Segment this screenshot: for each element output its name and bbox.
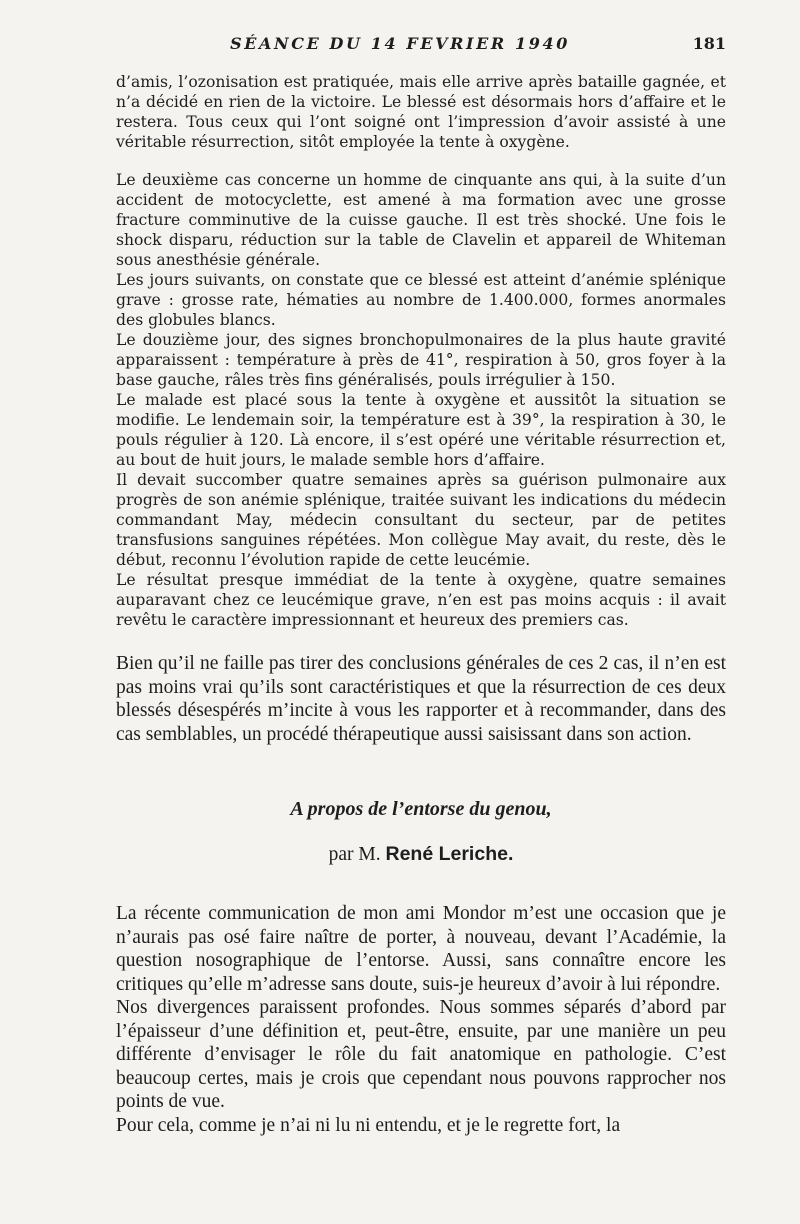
page-number: 181: [692, 34, 726, 53]
paragraph: Il devait succomber quatre semaines après sa guérison pulmonaire aux progrès de son anémie splénique, traitée suivant les indications du médecin commandant May, médecin consultant du secteur, par de petites transfusions sanguines répétées. Mon collègue May avait, du reste, dès le début, reconnu l’évolution rapide de cette leucémie.: [116, 471, 726, 569]
byline-prefix: par M.: [328, 844, 381, 865]
article-body: [116, 902, 726, 1137]
conclusion-paragraph: Bien qu’il ne faille pas tirer des conclusions générales de ces 2 cas, il n’en est pas moins vrai qu’ils sont caractéristiques et que la résurrection de ces deux blessés désespérés m’incite à vous les rapporter et à recommander, dans des cas semblables, un procédé thérapeutique aussi saisissant dans son action.: [116, 653, 726, 745]
text-body: [116, 72, 726, 1137]
article-byline: [116, 843, 726, 866]
case-report-section: [116, 72, 726, 630]
conclusion-section: [116, 652, 726, 746]
paragraph: d’amis, l’ozonisation est pratiquée, mais elle arrive après bataille gagnée, et n’a décidé en rien de la victoire. Le blessé est désormais hors d’affaire et le restera. Tous ceux qui l’ont soigné ont l’impression d’avoir assisté à une véritable résurrection, sitôt employée la tente à oxygène.: [116, 73, 726, 151]
article-title: A propos de l’entorse du genou,: [290, 798, 552, 820]
paragraph: Nos divergences paraissent profondes. Nous sommes séparés d’abord par l’épaisseur d’une définition et, peut-être, ensuite, par une manière un peu différente d’envisager le rôle du fait anatomique en pathologie. C’est beaucoup certes, mais je crois que cependant nous pouvons rapprocher nos points de vue.: [116, 997, 726, 1112]
paragraph: Pour cela, comme je n’ai ni lu ni entendu, et je le regrette fort, la: [116, 1114, 621, 1136]
author-name: René Leriche.: [385, 843, 514, 865]
paragraph: [116, 170, 726, 270]
paragraph: La récente communication de mon ami Mondor m’est une occasion que je n’aurais pas osé faire naître de porter, à nouveau, devant l’Académie, la question nosographique de l’entorse. Aussi, sans connaître encore les critiques qu’elle m’adresse sans doute, suis-je heureux d’avoir à lui répondre.: [116, 903, 726, 995]
paragraph-text: Le deuxième cas concerne un homme de cinquante ans qui, à la suite d’un accident de motocyclette, est amené à ma formation avec une grosse fracture comminutive de la cuisse gauche. Il est très shocké. Une fois le shock disparu, réduction sur la table de Clavelin et appareil de Whiteman sous anesthésie générale.: [116, 171, 726, 269]
paragraph: Le résultat presque immédiat de la tente à oxygène, quatre semaines auparavant chez ce leucémique grave, n’en est pas moins acquis : il avait revêtu le caractère impressionnant et heureux des premiers cas.: [116, 571, 726, 629]
paragraph: Les jours suivants, on constate que ce blessé est atteint d’anémie splénique grave : grosse rate, hématies au nombre de 1.400.000, formes anormales des globules blancs.: [116, 271, 726, 329]
article-heading: [116, 798, 726, 866]
paragraph: Le malade est placé sous la tente à oxygène et aussitôt la situation se modifie. Le lendemain soir, la température est à 39°, la respiration à 30, le pouls régulier à 120. Là encore, il s’est opéré une véritable résurrection et, au bout de huit jours, le malade semble hors d’affaire.: [116, 391, 726, 469]
paragraph: Le douzième jour, des signes bronchopulmonaires de la plus haute gravité apparaissent : température à près de 41°, respiration à 50, gros foyer à la base gauche, râles très fins généralisés, pouls irrégulier à 150.: [116, 331, 726, 389]
running-header: [0, 34, 800, 58]
header-title: SÉANCE DU 14 FEVRIER 1940: [230, 34, 570, 53]
